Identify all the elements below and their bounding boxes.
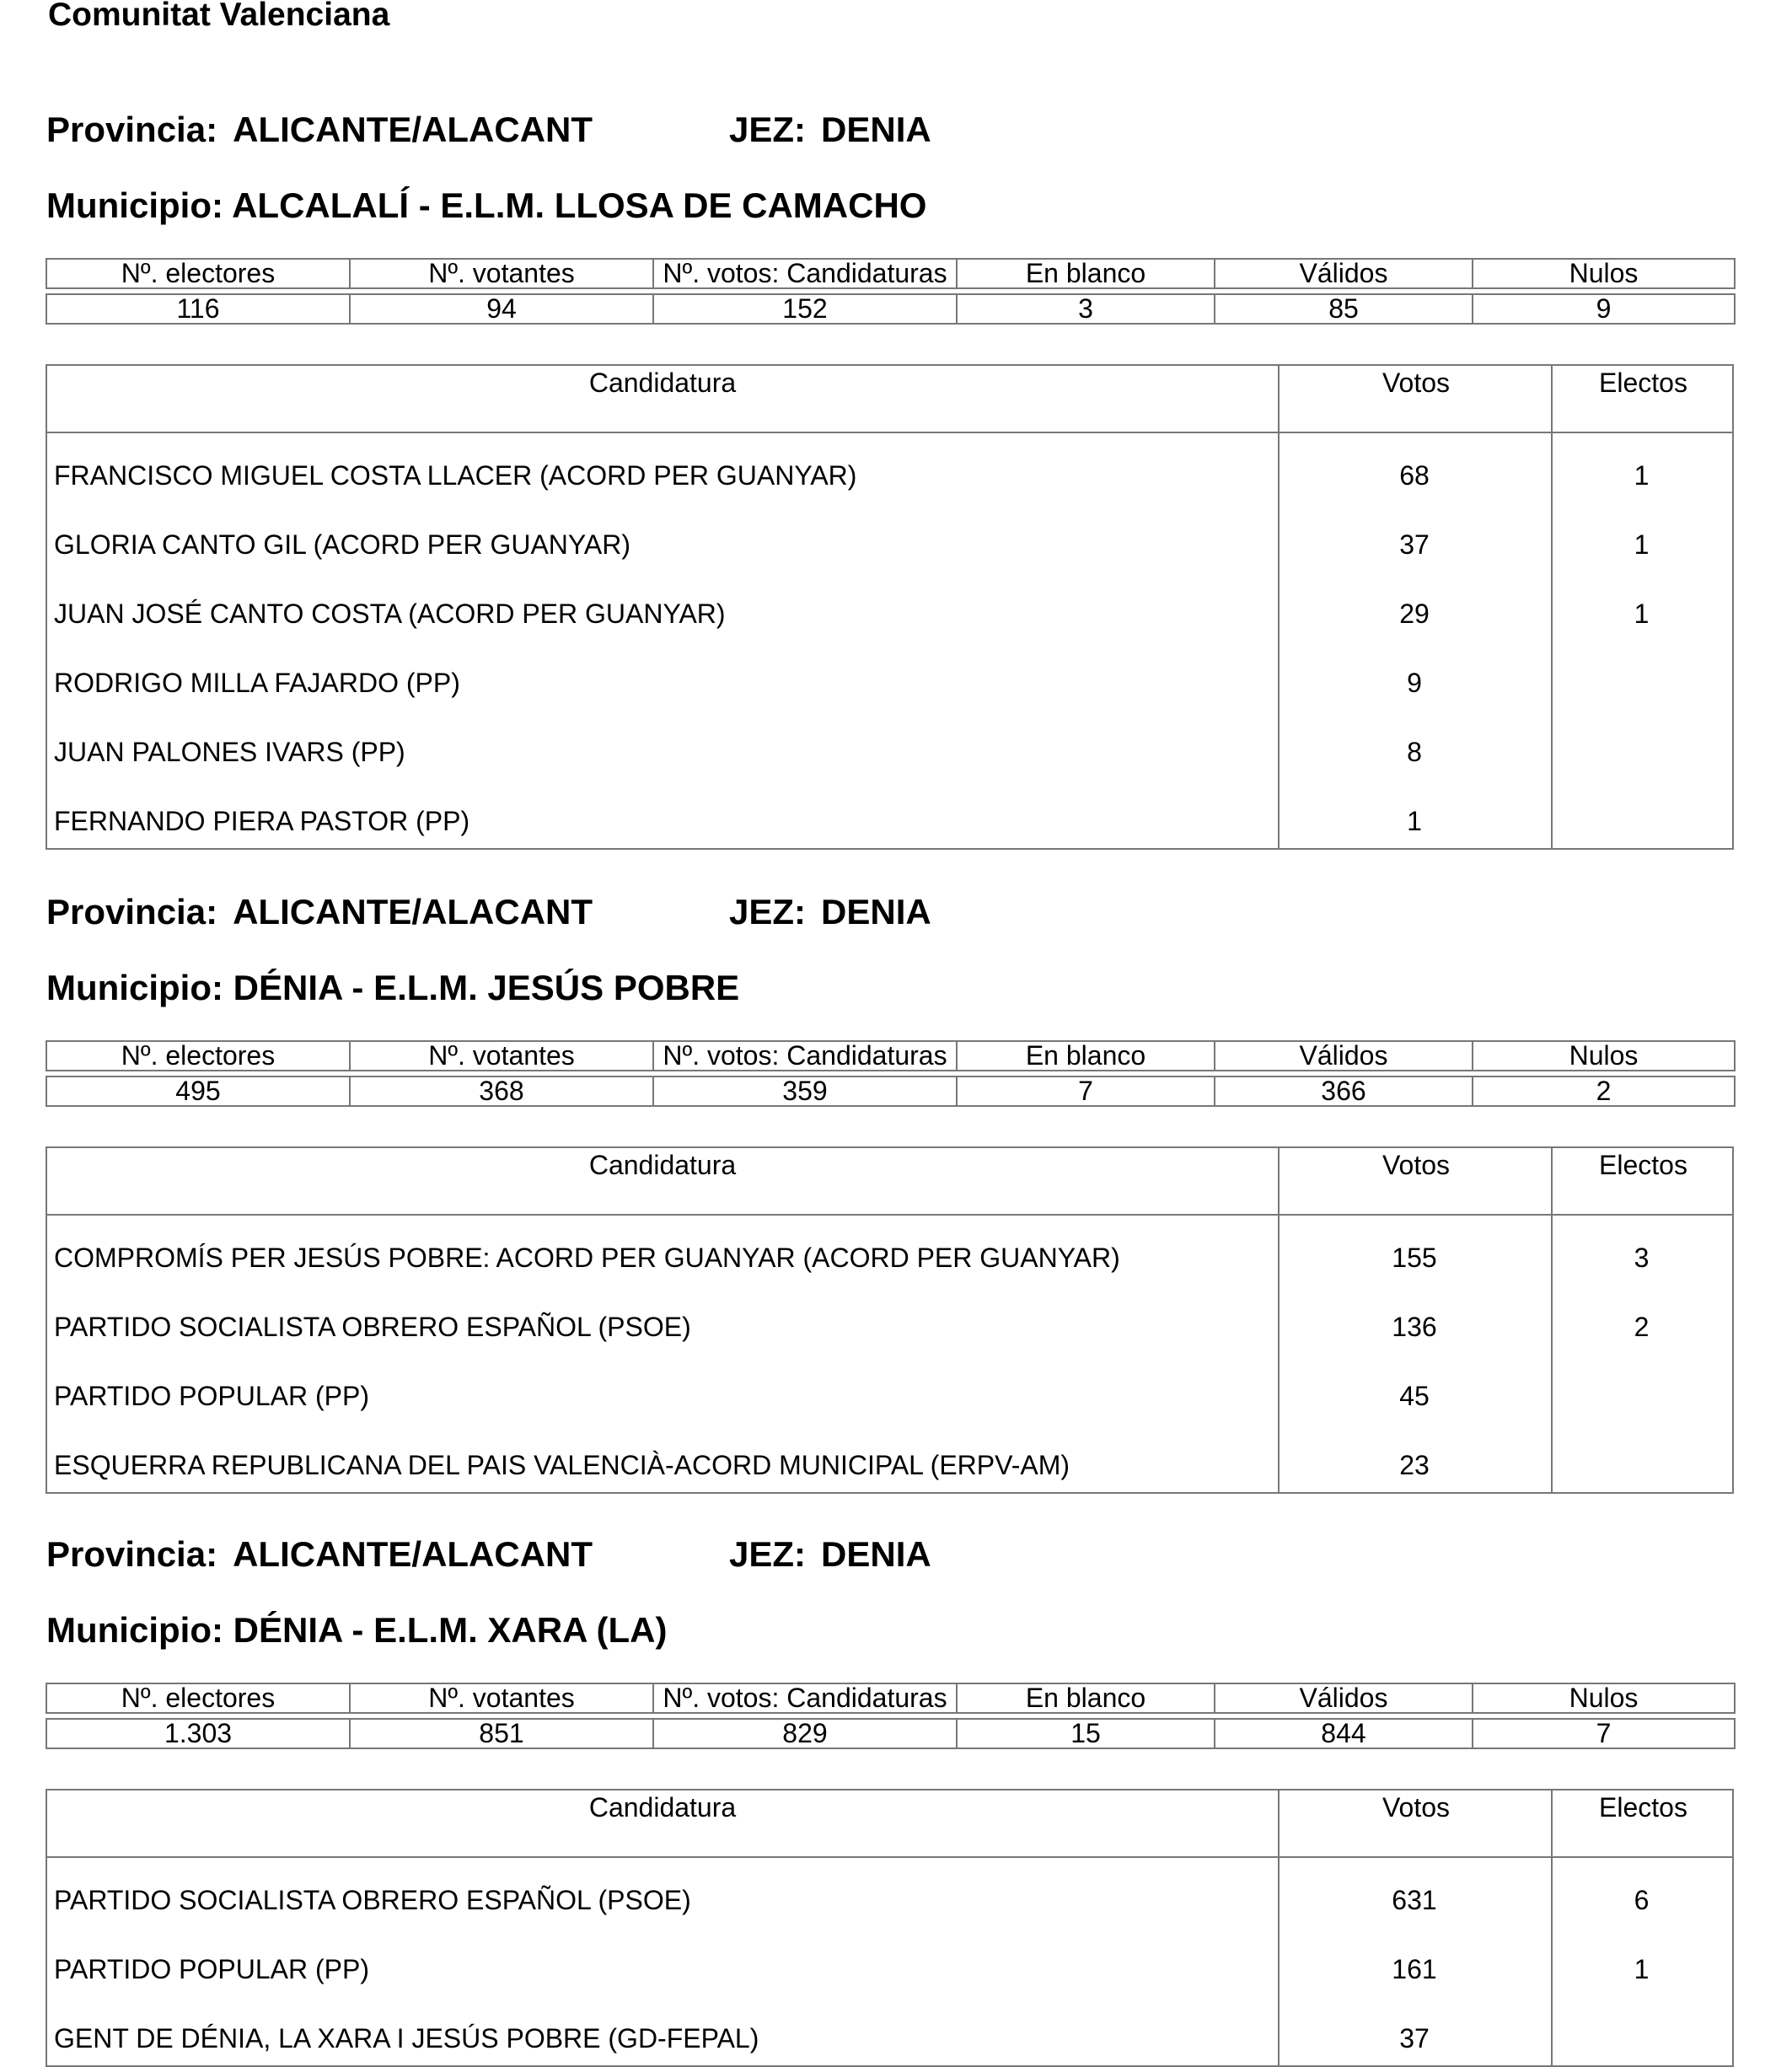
candidate-electos: 2 [1634,1312,1650,1342]
municipio-line [46,968,739,1008]
municipio-label: Municipio: [46,1610,233,1650]
stats-gap-cell [1215,1071,1473,1076]
candidate-votos: 68 [1399,460,1430,491]
stats-table [46,1683,1736,1749]
stats-gap-cell [653,288,957,294]
stats-header-row [46,1041,1735,1071]
stats-value-cell: 366 [1215,1076,1473,1106]
provincia-line [46,110,593,150]
candidate-name: FRANCISCO MIGUEL COSTA LLACER (ACORD PER GUANYAR) [54,460,857,491]
candidate-votos: 29 [1399,599,1430,629]
stats-value-cell: 829 [653,1719,957,1748]
candidate-electos: 1 [1634,599,1650,629]
candidate-votos: 155 [1392,1243,1437,1273]
stats-value-cell: 1.303 [46,1719,350,1748]
candidate-name: FERNANDO PIERA PASTOR (PP) [54,806,470,836]
candidate-votos: 1 [1407,806,1422,836]
candidate-votos: 9 [1407,668,1422,698]
candidate-name: ESQUERRA REPUBLICANA DEL PAIS VALENCIÀ-ACORD MUNICIPAL (ERPV-AM) [54,1450,1070,1480]
candidate-name: PARTIDO POPULAR (PP) [54,1954,369,1984]
stats-value-row [46,1719,1735,1748]
stats-value-cell: 2 [1473,1076,1735,1106]
provincia-label: Provincia: [46,892,218,931]
votos-header: Votos [1278,1148,1553,1214]
candidate-votos: 37 [1399,2023,1430,2054]
candidate-row [47,433,1732,502]
stats-gap-cell [1215,1713,1473,1719]
stats-value-cell: 368 [350,1076,653,1106]
candidate-votos: 8 [1407,737,1422,767]
municipio-label: Municipio: [46,185,233,225]
stats-gap-cell [1473,1071,1735,1076]
candidate-name: JUAN PALONES IVARS (PP) [54,737,405,767]
stats-header-cell: Nº. electores [46,259,350,288]
provincia-label: Provincia: [46,1534,218,1574]
candidate-electos: 1 [1634,1954,1650,1984]
candidate-name: GLORIA CANTO GIL (ACORD PER GUANYAR) [54,529,630,560]
jez-line [729,892,931,932]
candidate-row [47,641,1732,710]
votos-header: Votos [1278,366,1553,432]
stats-header-cell: Nº. votos: Candidaturas [653,1041,957,1071]
electos-header: Electos [1551,1148,1734,1214]
jez-label: JEZ: [729,892,807,931]
candidate-votos: 136 [1392,1312,1437,1342]
stats-value-row [46,1076,1735,1106]
candidate-votos: 161 [1392,1954,1437,1984]
electos-header: Electos [1551,1791,1734,1856]
stats-table [46,1040,1736,1107]
stats-value-cell: 851 [350,1719,653,1748]
stats-gap-cell [653,1713,957,1719]
candidate-electos: 3 [1634,1243,1650,1273]
candidate-row [47,710,1732,779]
stats-value-cell: 7 [1473,1719,1735,1748]
jez-line [729,1534,931,1575]
candidate-votos: 45 [1399,1381,1430,1411]
stats-gap-row [46,288,1735,294]
stats-gap-cell [350,288,653,294]
provincia-value: ALICANTE/ALACANT [233,1534,593,1574]
stats-value-cell: 7 [957,1076,1215,1106]
candidate-row [47,1996,1732,2065]
municipio-line [46,185,926,226]
stats-gap-row [46,1713,1735,1719]
candidates-header [47,1148,1732,1216]
stats-value-cell: 844 [1215,1719,1473,1748]
municipio-line [46,1610,668,1651]
region-title: Comunitat Valenciana [48,0,390,33]
stats-gap-cell [957,288,1215,294]
candidate-row [47,1927,1732,1996]
stats-header-cell: En blanco [957,259,1215,288]
stats-header-cell: En blanco [957,1041,1215,1071]
stats-header-cell: Nº. votos: Candidaturas [653,1683,957,1713]
stats-header-cell: Válidos [1215,1683,1473,1713]
candidate-row [47,1354,1732,1423]
candidate-name: GENT DE DÉNIA, LA XARA I JESÚS POBRE (GD-FEPAL) [54,2023,759,2054]
stats-gap-cell [1473,288,1735,294]
stats-gap-cell [46,1713,350,1719]
jez-label: JEZ: [729,110,807,149]
stats-value-cell: 15 [957,1719,1215,1748]
candidate-votos: 23 [1399,1450,1430,1480]
stats-header-cell: Nº. electores [46,1683,350,1713]
candidates-body [47,1858,1732,2065]
stats-header-cell: Nº. votantes [350,259,653,288]
municipio-label: Municipio: [46,968,233,1007]
jez-value: DENIA [821,110,931,149]
candidate-row [47,1858,1732,1927]
stats-header-cell: Válidos [1215,1041,1473,1071]
candidates-table [46,364,1734,850]
candidate-row [47,1423,1732,1492]
jez-value: DENIA [821,1534,931,1574]
stats-gap-row [46,1071,1735,1076]
votos-header: Votos [1278,1791,1553,1856]
stats-header-cell: Nº. votos: Candidaturas [653,259,957,288]
candidate-row [47,572,1732,641]
candidates-body [47,433,1732,848]
electos-header: Electos [1551,366,1734,432]
stats-header-cell: Nº. electores [46,1041,350,1071]
stats-header-cell: En blanco [957,1683,1215,1713]
stats-header-row [46,259,1735,288]
stats-header-cell: Nulos [1473,1683,1735,1713]
candidate-votos: 631 [1392,1885,1437,1915]
candidate-votos: 37 [1399,529,1430,560]
candidate-name: PARTIDO SOCIALISTA OBRERO ESPAÑOL (PSOE) [54,1885,691,1915]
stats-gap-cell [957,1713,1215,1719]
municipio-value: ALCALALÍ - E.L.M. LLOSA DE CAMACHO [232,185,927,225]
municipio-value: DÉNIA - E.L.M. JESÚS POBRE [233,968,740,1007]
stats-gap-cell [957,1071,1215,1076]
provincia-line [46,892,593,932]
candidate-name: PARTIDO SOCIALISTA OBRERO ESPAÑOL (PSOE) [54,1312,691,1342]
provincia-value: ALICANTE/ALACANT [233,110,593,149]
candidate-name: COMPROMÍS PER JESÚS POBRE: ACORD PER GUANYAR (ACORD PER GUANYAR) [54,1243,1120,1273]
provincia-line [46,1534,593,1575]
stats-header-cell: Nulos [1473,259,1735,288]
stats-gap-cell [350,1071,653,1076]
jez-label: JEZ: [729,1534,807,1574]
candidates-table [46,1146,1734,1494]
candidate-row [47,502,1732,572]
provincia-label: Provincia: [46,110,218,149]
provincia-value: ALICANTE/ALACANT [233,892,593,931]
candidate-row [47,779,1732,848]
stats-header-cell: Válidos [1215,259,1473,288]
candidate-name: RODRIGO MILLA FAJARDO (PP) [54,668,460,698]
stats-value-cell: 359 [653,1076,957,1106]
stats-value-cell: 3 [957,294,1215,324]
candidate-name: JUAN JOSÉ CANTO COSTA (ACORD PER GUANYAR) [54,599,726,629]
stats-header-cell: Nulos [1473,1041,1735,1071]
candidatura-header: Candidatura [588,368,737,398]
candidates-table [46,1789,1734,2067]
stats-value-cell: 85 [1215,294,1473,324]
stats-gap-cell [46,1071,350,1076]
candidate-row [47,1285,1732,1354]
stats-gap-cell [1215,288,1473,294]
candidatura-header: Candidatura [588,1150,737,1180]
candidate-electos: 1 [1634,529,1650,560]
stats-header-cell: Nº. votantes [350,1683,653,1713]
candidatura-header: Candidatura [588,1792,737,1823]
stats-value-cell: 94 [350,294,653,324]
candidates-header [47,366,1732,433]
candidates-body [47,1216,1732,1492]
stats-header-row [46,1683,1735,1713]
stats-value-row [46,294,1735,324]
stats-value-cell: 9 [1473,294,1735,324]
stats-gap-cell [1473,1713,1735,1719]
stats-table [46,258,1736,325]
candidates-header [47,1791,1732,1858]
municipio-value: DÉNIA - E.L.M. XARA (LA) [233,1610,668,1650]
stats-header-cell: Nº. votantes [350,1041,653,1071]
stats-gap-cell [653,1071,957,1076]
stats-value-cell: 152 [653,294,957,324]
stats-gap-cell [46,288,350,294]
candidate-name: PARTIDO POPULAR (PP) [54,1381,369,1411]
candidate-row [47,1216,1732,1285]
stats-value-cell: 495 [46,1076,350,1106]
candidate-electos: 1 [1634,460,1650,491]
jez-line [729,110,931,150]
jez-value: DENIA [821,892,931,931]
stats-value-cell: 116 [46,294,350,324]
candidate-electos: 6 [1634,1885,1650,1915]
stats-gap-cell [350,1713,653,1719]
